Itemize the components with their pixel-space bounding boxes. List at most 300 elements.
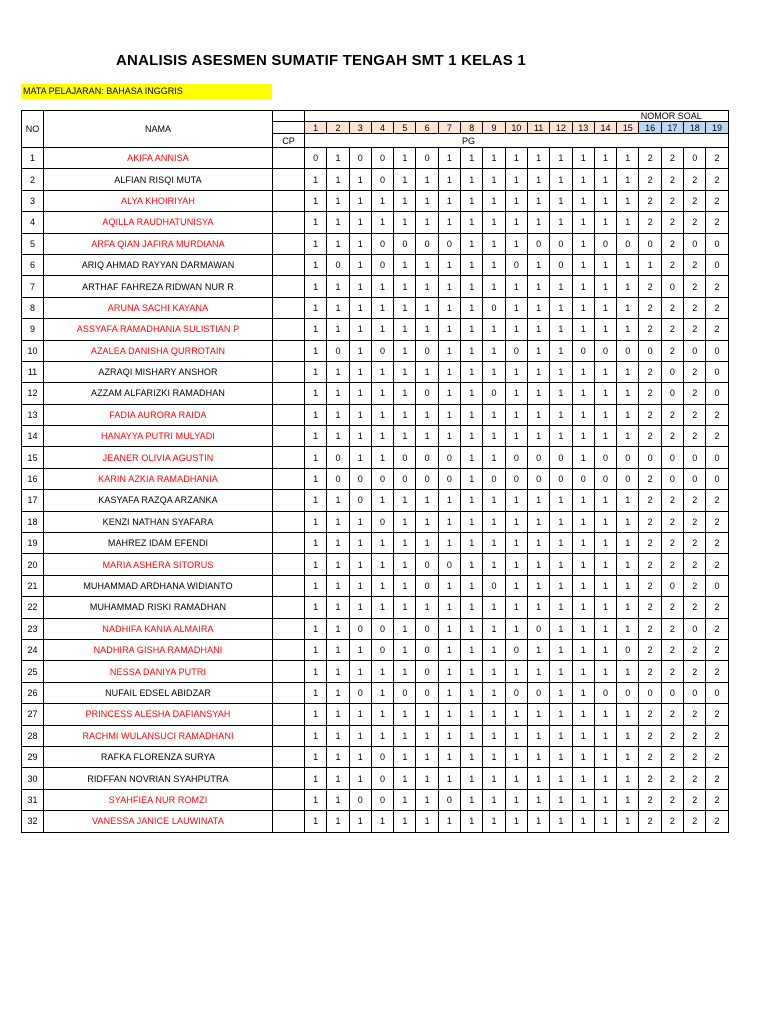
table-row <box>22 725 729 746</box>
score-cell: 1 <box>617 789 639 810</box>
score-cell: 1 <box>550 811 572 832</box>
question-number-11: 11 <box>527 122 549 134</box>
score-cell: 0 <box>572 468 594 489</box>
score-cell: 0 <box>527 447 549 468</box>
student-cp <box>273 233 305 254</box>
score-cell: 1 <box>617 361 639 382</box>
student-cp <box>273 682 305 703</box>
score-cell: 0 <box>706 233 728 254</box>
score-cell: 1 <box>438 319 460 340</box>
student-no: 24 <box>22 639 44 660</box>
score-cell: 1 <box>371 490 393 511</box>
score-cell: 1 <box>572 361 594 382</box>
score-cell: 1 <box>416 704 438 725</box>
score-cell: 1 <box>594 554 616 575</box>
score-cell: 1 <box>394 597 416 618</box>
score-cell: 1 <box>572 233 594 254</box>
score-cell: 1 <box>483 682 505 703</box>
score-cell: 0 <box>394 468 416 489</box>
score-cell: 2 <box>684 426 706 447</box>
score-cell: 0 <box>483 468 505 489</box>
score-cell: 1 <box>617 148 639 169</box>
score-cell: 1 <box>461 148 483 169</box>
score-cell: 1 <box>305 597 327 618</box>
score-cell: 1 <box>438 490 460 511</box>
score-cell: 1 <box>371 447 393 468</box>
student-name: PRINCESS ALESHA DAFIANSYAH <box>44 704 273 725</box>
score-cell: 1 <box>371 212 393 233</box>
score-cell: 0 <box>527 682 549 703</box>
score-cell: 2 <box>684 811 706 832</box>
student-cp <box>273 468 305 489</box>
score-cell: 1 <box>527 319 549 340</box>
score-cell: 2 <box>639 811 661 832</box>
score-cell: 0 <box>416 661 438 682</box>
score-cell: 1 <box>349 404 371 425</box>
table-row <box>22 383 729 404</box>
score-cell: 1 <box>527 190 549 211</box>
score-cell: 1 <box>594 768 616 789</box>
score-cell: 0 <box>505 639 527 660</box>
score-cell: 2 <box>639 148 661 169</box>
question-number-17: 17 <box>661 122 683 134</box>
score-cell: 0 <box>349 682 371 703</box>
score-cell: 1 <box>305 361 327 382</box>
score-cell: 1 <box>349 746 371 767</box>
student-no: 20 <box>22 554 44 575</box>
score-cell: 1 <box>550 319 572 340</box>
score-cell: 1 <box>617 725 639 746</box>
score-cell: 1 <box>505 490 527 511</box>
score-cell: 1 <box>394 575 416 596</box>
score-cell: 0 <box>416 618 438 639</box>
score-cell: 1 <box>416 276 438 297</box>
score-cell: 2 <box>706 426 728 447</box>
score-cell: 1 <box>505 533 527 554</box>
question-number-18: 18 <box>684 122 706 134</box>
score-cell: 1 <box>617 297 639 318</box>
score-cell: 1 <box>505 404 527 425</box>
score-cell: 2 <box>684 190 706 211</box>
score-cell: 1 <box>327 554 349 575</box>
student-name: ARTHAF FAHREZA RIDWAN NUR R <box>44 276 273 297</box>
score-cell: 1 <box>505 661 527 682</box>
score-cell: 1 <box>550 682 572 703</box>
score-cell: 1 <box>327 661 349 682</box>
score-cell: 1 <box>483 190 505 211</box>
student-cp <box>273 511 305 532</box>
score-cell: 0 <box>483 297 505 318</box>
score-cell: 1 <box>483 276 505 297</box>
score-cell: 1 <box>349 319 371 340</box>
score-cell: 1 <box>483 661 505 682</box>
score-cell: 2 <box>661 254 683 275</box>
score-cell: 1 <box>617 554 639 575</box>
score-cell: 1 <box>527 404 549 425</box>
score-cell: 1 <box>527 511 549 532</box>
score-cell: 1 <box>550 276 572 297</box>
score-cell: 2 <box>684 533 706 554</box>
student-cp <box>273 575 305 596</box>
student-name: NADHIFA KANIA ALMAIRA <box>44 618 273 639</box>
score-cell: 1 <box>438 276 460 297</box>
question-number-14: 14 <box>594 122 616 134</box>
score-cell: 0 <box>706 361 728 382</box>
score-cell: 2 <box>661 597 683 618</box>
score-cell: 1 <box>327 511 349 532</box>
score-cell: 1 <box>527 169 549 190</box>
score-cell: 1 <box>371 554 393 575</box>
student-name: AKIFA ANNISA <box>44 148 273 169</box>
student-no: 29 <box>22 746 44 767</box>
score-cell: 1 <box>527 276 549 297</box>
score-cell: 0 <box>349 618 371 639</box>
score-cell: 0 <box>394 682 416 703</box>
table-row <box>22 148 729 169</box>
score-cell: 2 <box>639 276 661 297</box>
score-cell: 1 <box>416 190 438 211</box>
score-cell: 1 <box>461 618 483 639</box>
score-cell: 0 <box>661 276 683 297</box>
score-cell: 1 <box>305 618 327 639</box>
score-cell: 1 <box>461 169 483 190</box>
score-cell: 1 <box>617 404 639 425</box>
score-cell: 2 <box>639 618 661 639</box>
student-no: 26 <box>22 682 44 703</box>
score-cell: 0 <box>550 254 572 275</box>
student-cp <box>273 746 305 767</box>
table-row <box>22 490 729 511</box>
score-cell: 1 <box>327 404 349 425</box>
score-cell: 1 <box>394 661 416 682</box>
score-cell: 1 <box>572 597 594 618</box>
score-cell: 1 <box>371 319 393 340</box>
score-cell: 2 <box>661 212 683 233</box>
score-cell: 0 <box>371 789 393 810</box>
score-cell: 1 <box>461 682 483 703</box>
score-cell: 1 <box>483 618 505 639</box>
score-cell: 1 <box>394 276 416 297</box>
score-cell: 0 <box>684 148 706 169</box>
score-cell: 1 <box>594 490 616 511</box>
score-cell: 1 <box>617 276 639 297</box>
score-cell: 0 <box>706 575 728 596</box>
score-cell: 1 <box>394 340 416 361</box>
student-name: MUHAMMAD RISKI RAMADHAN <box>44 597 273 618</box>
score-cell: 1 <box>394 768 416 789</box>
score-cell: 0 <box>505 468 527 489</box>
score-cell: 1 <box>327 725 349 746</box>
score-cell: 2 <box>684 383 706 404</box>
question-number-13: 13 <box>572 122 594 134</box>
student-cp <box>273 340 305 361</box>
score-cell: 1 <box>305 746 327 767</box>
score-cell: 1 <box>461 533 483 554</box>
score-cell: 2 <box>684 511 706 532</box>
score-cell: 2 <box>661 426 683 447</box>
score-cell: 1 <box>394 746 416 767</box>
student-name: RIDFFAN NOVRIAN SYAHPUTRA <box>44 768 273 789</box>
score-cell: 2 <box>684 361 706 382</box>
score-cell: 1 <box>505 276 527 297</box>
score-table <box>21 110 729 833</box>
score-cell: 1 <box>461 212 483 233</box>
header-cp-top <box>273 111 305 122</box>
question-number-2: 2 <box>327 122 349 134</box>
score-cell: 1 <box>505 725 527 746</box>
score-cell: 1 <box>572 319 594 340</box>
table-row <box>22 340 729 361</box>
score-cell: 2 <box>661 169 683 190</box>
student-no: 18 <box>22 511 44 532</box>
score-cell: 1 <box>416 254 438 275</box>
student-cp <box>273 148 305 169</box>
score-cell: 1 <box>438 169 460 190</box>
student-no: 17 <box>22 490 44 511</box>
score-cell: 2 <box>684 490 706 511</box>
table-row <box>22 533 729 554</box>
question-number-16: 16 <box>639 122 661 134</box>
question-number-10: 10 <box>505 122 527 134</box>
score-cell: 2 <box>639 725 661 746</box>
score-cell: 1 <box>371 575 393 596</box>
score-cell: 1 <box>505 169 527 190</box>
score-cell: 1 <box>438 597 460 618</box>
score-cell: 1 <box>594 725 616 746</box>
score-cell: 1 <box>305 319 327 340</box>
score-cell: 2 <box>706 276 728 297</box>
score-cell: 1 <box>572 725 594 746</box>
student-cp <box>273 383 305 404</box>
score-cell: 1 <box>505 704 527 725</box>
student-no: 28 <box>22 725 44 746</box>
score-cell: 1 <box>438 148 460 169</box>
student-name: ARFA QIAN JAFIRA MURDIANA <box>44 233 273 254</box>
score-cell: 1 <box>527 704 549 725</box>
score-cell: 1 <box>527 811 549 832</box>
score-cell: 0 <box>438 789 460 810</box>
score-cell: 1 <box>617 618 639 639</box>
score-cell: 1 <box>483 533 505 554</box>
score-cell: 2 <box>706 319 728 340</box>
score-cell: 1 <box>550 190 572 211</box>
score-cell: 1 <box>438 404 460 425</box>
score-cell: 2 <box>639 746 661 767</box>
score-cell: 1 <box>617 511 639 532</box>
header-no: NO <box>22 111 44 148</box>
score-cell: 1 <box>371 276 393 297</box>
question-number-12: 12 <box>550 122 572 134</box>
student-cp <box>273 447 305 468</box>
score-cell: 2 <box>706 661 728 682</box>
score-cell: 1 <box>394 383 416 404</box>
score-cell: 1 <box>394 533 416 554</box>
score-cell: 1 <box>572 704 594 725</box>
score-cell: 1 <box>617 575 639 596</box>
score-cell: 1 <box>305 554 327 575</box>
score-cell: 1 <box>483 426 505 447</box>
score-cell: 1 <box>527 212 549 233</box>
score-cell: 0 <box>594 682 616 703</box>
score-cell: 1 <box>305 575 327 596</box>
score-cell: 1 <box>594 426 616 447</box>
score-cell: 1 <box>349 661 371 682</box>
score-cell: 2 <box>639 789 661 810</box>
table-row <box>22 404 729 425</box>
score-cell: 1 <box>349 426 371 447</box>
score-cell: 2 <box>706 704 728 725</box>
score-cell: 1 <box>572 746 594 767</box>
score-cell: 0 <box>371 618 393 639</box>
score-cell: 0 <box>416 468 438 489</box>
score-cell: 1 <box>594 190 616 211</box>
score-cell: 1 <box>572 554 594 575</box>
score-cell: 1 <box>305 704 327 725</box>
score-cell: 1 <box>327 233 349 254</box>
score-cell: 1 <box>617 704 639 725</box>
score-cell: 2 <box>639 554 661 575</box>
score-cell: 2 <box>639 511 661 532</box>
score-cell: 1 <box>527 148 549 169</box>
student-no: 11 <box>22 361 44 382</box>
score-cell: 1 <box>483 404 505 425</box>
score-cell: 1 <box>572 254 594 275</box>
student-cp <box>273 725 305 746</box>
score-cell: 1 <box>461 361 483 382</box>
score-cell: 1 <box>349 340 371 361</box>
score-cell: 1 <box>394 511 416 532</box>
score-cell: 1 <box>394 148 416 169</box>
score-cell: 1 <box>349 554 371 575</box>
score-cell: 1 <box>371 811 393 832</box>
score-cell: 1 <box>505 811 527 832</box>
score-cell: 1 <box>594 704 616 725</box>
score-cell: 2 <box>639 212 661 233</box>
score-cell: 0 <box>416 148 438 169</box>
score-cell: 1 <box>550 169 572 190</box>
score-cell: 1 <box>461 297 483 318</box>
score-cell: 2 <box>706 768 728 789</box>
score-cell: 0 <box>438 233 460 254</box>
score-cell: 2 <box>684 704 706 725</box>
score-cell: 1 <box>572 404 594 425</box>
score-cell: 0 <box>706 468 728 489</box>
score-cell: 1 <box>617 212 639 233</box>
score-cell: 2 <box>684 554 706 575</box>
score-cell: 1 <box>327 212 349 233</box>
score-cell: 2 <box>639 533 661 554</box>
score-cell: 1 <box>327 789 349 810</box>
score-cell: 1 <box>550 212 572 233</box>
score-cell: 1 <box>305 768 327 789</box>
score-cell: 2 <box>706 597 728 618</box>
score-cell: 1 <box>572 533 594 554</box>
score-cell: 0 <box>661 575 683 596</box>
student-no: 15 <box>22 447 44 468</box>
table-row <box>22 618 729 639</box>
score-cell: 0 <box>684 340 706 361</box>
student-name: KASYAFA RAZQA ARZANKA <box>44 490 273 511</box>
score-cell: 0 <box>371 746 393 767</box>
score-cell: 1 <box>527 490 549 511</box>
student-name: VANESSA JANICE LAUWINATA <box>44 811 273 832</box>
score-cell: 0 <box>661 383 683 404</box>
header-cp-mid <box>273 122 305 134</box>
score-cell: 1 <box>572 811 594 832</box>
table-row <box>22 746 729 767</box>
score-cell: 1 <box>505 383 527 404</box>
score-cell: 1 <box>461 340 483 361</box>
score-cell: 1 <box>416 511 438 532</box>
score-cell: 1 <box>617 426 639 447</box>
score-cell: 2 <box>684 404 706 425</box>
score-cell: 1 <box>617 597 639 618</box>
score-cell: 2 <box>639 639 661 660</box>
score-cell: 1 <box>527 575 549 596</box>
score-cell: 1 <box>483 148 505 169</box>
score-cell: 2 <box>639 297 661 318</box>
score-cell: 1 <box>483 725 505 746</box>
score-cell: 2 <box>661 148 683 169</box>
score-cell: 2 <box>706 212 728 233</box>
score-cell: 1 <box>416 746 438 767</box>
score-cell: 0 <box>327 468 349 489</box>
score-cell: 1 <box>305 725 327 746</box>
score-cell: 1 <box>305 233 327 254</box>
student-cp <box>273 490 305 511</box>
score-cell: 1 <box>550 297 572 318</box>
score-cell: 2 <box>639 597 661 618</box>
score-cell: 1 <box>461 789 483 810</box>
score-cell: 1 <box>349 190 371 211</box>
score-cell: 1 <box>572 682 594 703</box>
student-name: FADIA AURORA RAIDA <box>44 404 273 425</box>
score-cell: 0 <box>505 340 527 361</box>
student-cp <box>273 426 305 447</box>
table-row <box>22 361 729 382</box>
score-cell: 1 <box>617 811 639 832</box>
score-cell: 1 <box>438 639 460 660</box>
score-cell: 2 <box>661 789 683 810</box>
score-cell: 2 <box>639 404 661 425</box>
table-row <box>22 190 729 211</box>
score-cell: 1 <box>461 233 483 254</box>
score-cell: 1 <box>483 789 505 810</box>
score-cell: 2 <box>684 319 706 340</box>
score-cell: 2 <box>661 768 683 789</box>
score-cell: 1 <box>461 725 483 746</box>
student-cp <box>273 212 305 233</box>
header-pg: PG <box>305 134 729 148</box>
score-cell: 1 <box>461 575 483 596</box>
student-name: ARUNA SACHI KAYANA <box>44 297 273 318</box>
score-cell: 1 <box>550 597 572 618</box>
score-cell: 1 <box>438 340 460 361</box>
score-cell: 1 <box>394 426 416 447</box>
score-cell: 1 <box>305 169 327 190</box>
score-cell: 1 <box>305 297 327 318</box>
score-cell: 1 <box>305 340 327 361</box>
score-cell: 2 <box>639 190 661 211</box>
score-cell: 1 <box>371 426 393 447</box>
student-no: 9 <box>22 319 44 340</box>
score-cell: 2 <box>706 789 728 810</box>
table-row <box>22 661 729 682</box>
score-cell: 2 <box>706 554 728 575</box>
score-cell: 1 <box>550 533 572 554</box>
score-cell: 1 <box>617 319 639 340</box>
score-cell: 1 <box>371 533 393 554</box>
